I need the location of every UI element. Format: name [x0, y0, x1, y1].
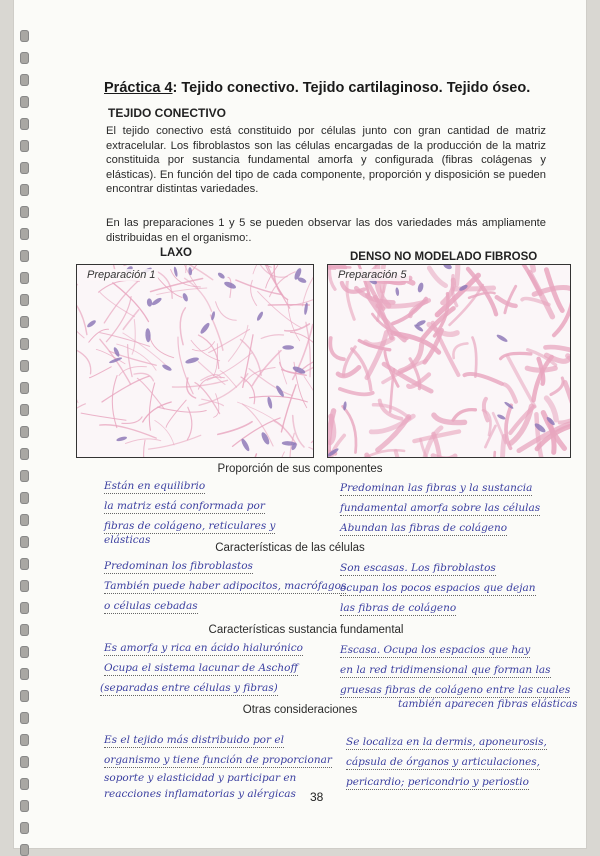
nucleus-mark [240, 438, 251, 452]
binding-hole [20, 316, 29, 328]
fiber-stroke [242, 454, 256, 457]
nucleus-mark [151, 297, 163, 307]
binding-hole [20, 162, 29, 174]
binding-hole [20, 52, 29, 64]
hw-line: en la red tridimensional que forman las [340, 664, 551, 678]
binding-hole [20, 360, 29, 372]
fiber-stroke [505, 286, 516, 313]
fiber-stroke [90, 367, 112, 378]
binding-hole [20, 778, 29, 790]
fiber-stroke [473, 338, 477, 377]
nucleus-mark [282, 345, 294, 349]
fiber-stroke [261, 335, 283, 339]
binding-hole [20, 580, 29, 592]
section-heading: TEJIDO CONECTIVO [108, 106, 226, 120]
fiber-stroke [434, 415, 465, 422]
fiber-stroke [112, 376, 117, 428]
nucleus-mark [442, 265, 452, 270]
binding-hole [20, 448, 29, 460]
binding-hole [20, 844, 29, 856]
fiber-stroke [347, 278, 354, 320]
fiber-stroke [155, 420, 174, 445]
binding-hole [20, 294, 29, 306]
fiber-stroke [151, 279, 203, 292]
practice-label: Práctica 4 [104, 80, 173, 96]
fiber-stroke [77, 404, 85, 432]
fiber-stroke [258, 291, 301, 327]
fiber-stroke [330, 338, 344, 359]
dense-tissue-sketch [328, 265, 570, 457]
binding-hole [20, 734, 29, 746]
binding-hole [20, 96, 29, 108]
hw-line: Predominan las fibras y la sustancia [340, 482, 532, 496]
fiber-stroke [465, 374, 502, 384]
fiber-stroke [251, 280, 257, 305]
fiber-stroke [551, 378, 563, 395]
hw-line: Es amorfa y rica en ácido hialurónico [104, 642, 303, 656]
nucleus-mark [185, 356, 200, 364]
fiber-stroke [507, 356, 535, 407]
fiber-stroke [504, 384, 516, 401]
spiral-binding [14, 0, 36, 848]
fiber-stroke [89, 329, 109, 342]
fiber-stroke [311, 422, 313, 443]
binding-hole [20, 426, 29, 438]
fiber-stroke [102, 376, 149, 402]
fiber-stroke [124, 265, 156, 266]
preparations-paragraph: En las preparaciones 1 y 5 se pueden observar las dos variedades más ampliamente distribuidas en el organismo:. [106, 216, 546, 245]
binding-hole [20, 492, 29, 504]
fiber-stroke [149, 435, 201, 449]
nucleus-mark [496, 333, 509, 343]
hw-line: pericardio; pericondrio y periostio [346, 776, 529, 790]
hw-line: las fibras de colágeno [340, 602, 456, 616]
hw-line: Es el tejido más distribuido por el [104, 734, 284, 748]
binding-hole [20, 74, 29, 86]
preparation-5-drawing [327, 264, 571, 458]
fiber-stroke [501, 353, 531, 358]
page-number: 38 [310, 790, 323, 804]
fiber-stroke [117, 344, 156, 370]
intro-paragraph: El tejido conectivo está constituido por células junto con gran cantidad de matriz extracelular. Los fibroblastos son las células encargadas de la producción de la matriz constituida por sustancia fundamental amorfa y configurada (fibras colágenas y elásticas). En función del tipo de cada componente, proporción y disposición se pueden encontrar distintas variedades. [106, 124, 546, 197]
hw-line: soporte y elasticidad y participar en [104, 772, 296, 784]
binding-hole [20, 206, 29, 218]
fiber-stroke [343, 406, 356, 452]
binding-hole [20, 228, 29, 240]
nucleus-mark [116, 436, 128, 442]
binding-hole [20, 756, 29, 768]
fiber-stroke [137, 378, 164, 409]
fiber-stroke [274, 265, 287, 300]
fiber-stroke [143, 402, 172, 422]
cells-heading: Características de las células [0, 542, 590, 554]
nucleus-mark [109, 356, 123, 364]
hw-line: (separadas entre células y fibras) [100, 682, 278, 696]
binding-hole [20, 272, 29, 284]
fiber-stroke [180, 308, 185, 345]
nucleus-mark [113, 346, 121, 357]
nucleus-mark [146, 298, 152, 307]
fiber-stroke [366, 339, 393, 346]
laxo-heading: LAXO [160, 247, 192, 259]
fiber-stroke [216, 302, 237, 321]
nucleus-mark [182, 292, 189, 302]
hw-line: Ocupa el sistema lacunar de Aschoff [104, 662, 298, 676]
hw-line: fundamental amorfa sobre las células [340, 502, 540, 516]
preparation-1-caption: Preparación 1 [85, 269, 158, 281]
fiber-stroke [126, 439, 161, 444]
fiber-stroke [457, 265, 458, 284]
fiber-stroke [367, 332, 387, 377]
fiber-stroke [304, 377, 313, 425]
other-heading: Otras consideraciones [0, 704, 600, 716]
fiber-stroke [250, 396, 308, 402]
fiber-stroke [338, 367, 359, 376]
fiber-stroke [134, 373, 153, 381]
fiber-stroke [453, 343, 467, 358]
fiber-stroke [227, 265, 271, 267]
hw-line: reacciones inflamatorias y alérgicas [104, 788, 296, 800]
fiber-stroke [218, 422, 252, 435]
preparation-1-drawing [76, 264, 314, 458]
page-title [104, 80, 564, 96]
hw-line: Escasa. Ocupa los espacios que hay [340, 644, 530, 658]
preparation-5-caption: Preparación 5 [336, 269, 409, 281]
nucleus-mark [266, 396, 273, 409]
nucleus-mark [395, 287, 400, 296]
binding-hole [20, 140, 29, 152]
fiber-stroke [77, 293, 84, 338]
fiber-stroke [77, 351, 91, 374]
hw-line: elásticas [104, 534, 150, 546]
hw-line: Están en equilibrio [104, 480, 205, 494]
binding-hole [20, 404, 29, 416]
nucleus-mark [256, 311, 264, 322]
fiber-stroke [178, 337, 193, 394]
hw-line: organismo y tiene función de proporcionar [104, 754, 332, 768]
binding-hole [20, 514, 29, 526]
hw-line: cápsula de órganos y articulaciones, [346, 756, 540, 770]
fiber-stroke [252, 351, 281, 386]
hw-line: la matriz está conformada por [104, 500, 265, 514]
hw-line: También puede haber adipocitos, macrófagos [104, 580, 346, 594]
fiber-stroke [342, 283, 364, 292]
binding-hole [20, 602, 29, 614]
fiber-stroke [77, 297, 87, 335]
nucleus-mark [145, 328, 151, 342]
binding-hole [20, 822, 29, 834]
practice-title: : Tejido conectivo. Tejido cartilaginoso. Tejido óseo. [173, 80, 531, 96]
binding-hole [20, 558, 29, 570]
fiber-stroke [267, 265, 290, 308]
binding-hole [20, 646, 29, 658]
fiber-stroke [166, 400, 186, 427]
fiber-stroke [494, 452, 496, 457]
hw-line: Se localiza en la dermis, aponeurosis, [346, 736, 547, 750]
binding-hole [20, 690, 29, 702]
nucleus-mark [188, 267, 192, 276]
loose-tissue-sketch [77, 265, 313, 457]
hw-line: Son escasas. Los fibroblastos [340, 562, 496, 576]
fiber-stroke [371, 416, 413, 432]
binding-hole [20, 800, 29, 812]
components-heading: Proporción de sus componentes [0, 463, 600, 475]
fiber-stroke [309, 447, 313, 457]
fiber-stroke [568, 356, 570, 380]
binding-hole [20, 338, 29, 350]
fiber-stroke [185, 278, 212, 311]
nucleus-mark [496, 413, 506, 420]
fiber-stroke [198, 362, 225, 385]
fiber-stroke [547, 398, 557, 420]
hw-line: ocupan los pocos espacios que dejan [340, 582, 536, 596]
nucleus-mark [86, 319, 97, 329]
fiber-stroke [100, 425, 156, 438]
fiber-stroke [233, 418, 281, 447]
fiber-stroke [290, 292, 313, 305]
hw-line: o células cebadas [104, 600, 198, 614]
fiber-stroke [453, 410, 475, 420]
fiber-stroke [149, 383, 154, 430]
nucleus-mark [223, 280, 237, 290]
nucleus-mark [199, 322, 211, 335]
fiber-stroke [429, 268, 445, 286]
nucleus-mark [417, 282, 425, 293]
binding-hole [20, 30, 29, 42]
fiber-stroke [340, 389, 373, 394]
fiber-stroke [81, 413, 126, 420]
fiber-stroke [158, 407, 207, 412]
fiber-stroke [272, 452, 285, 457]
fiber-stroke [393, 299, 426, 324]
fiber-stroke [77, 265, 78, 285]
fiber-stroke [77, 351, 78, 403]
denso-heading: DENSO NO MODELADO FIBROSO [350, 251, 537, 263]
nucleus-mark [217, 271, 226, 279]
binding-hole [20, 668, 29, 680]
binding-hole [20, 184, 29, 196]
fiber-stroke [191, 265, 211, 272]
fiber-stroke [433, 456, 455, 457]
hw-line: fibras de colágeno, reticulares y [104, 520, 275, 534]
fiber-stroke [560, 414, 570, 423]
fiber-stroke [132, 320, 135, 355]
hw-line: también aparecen fibras elásticas [398, 698, 578, 710]
hw-line: gruesas fibras de colágeno entre las cuales [340, 684, 570, 698]
fiber-stroke [303, 357, 313, 369]
binding-hole [20, 118, 29, 130]
ground-substance-heading: Características sustancia fundamental [6, 624, 600, 636]
binding-hole [20, 382, 29, 394]
hw-line: Predominan los fibroblastos [104, 560, 253, 574]
nucleus-mark [161, 363, 172, 372]
hw-line: Abundan las fibras de colágeno [340, 522, 507, 536]
binding-hole [20, 250, 29, 262]
fiber-stroke [396, 451, 404, 457]
fiber-stroke [484, 399, 488, 421]
fiber-stroke [279, 351, 287, 384]
